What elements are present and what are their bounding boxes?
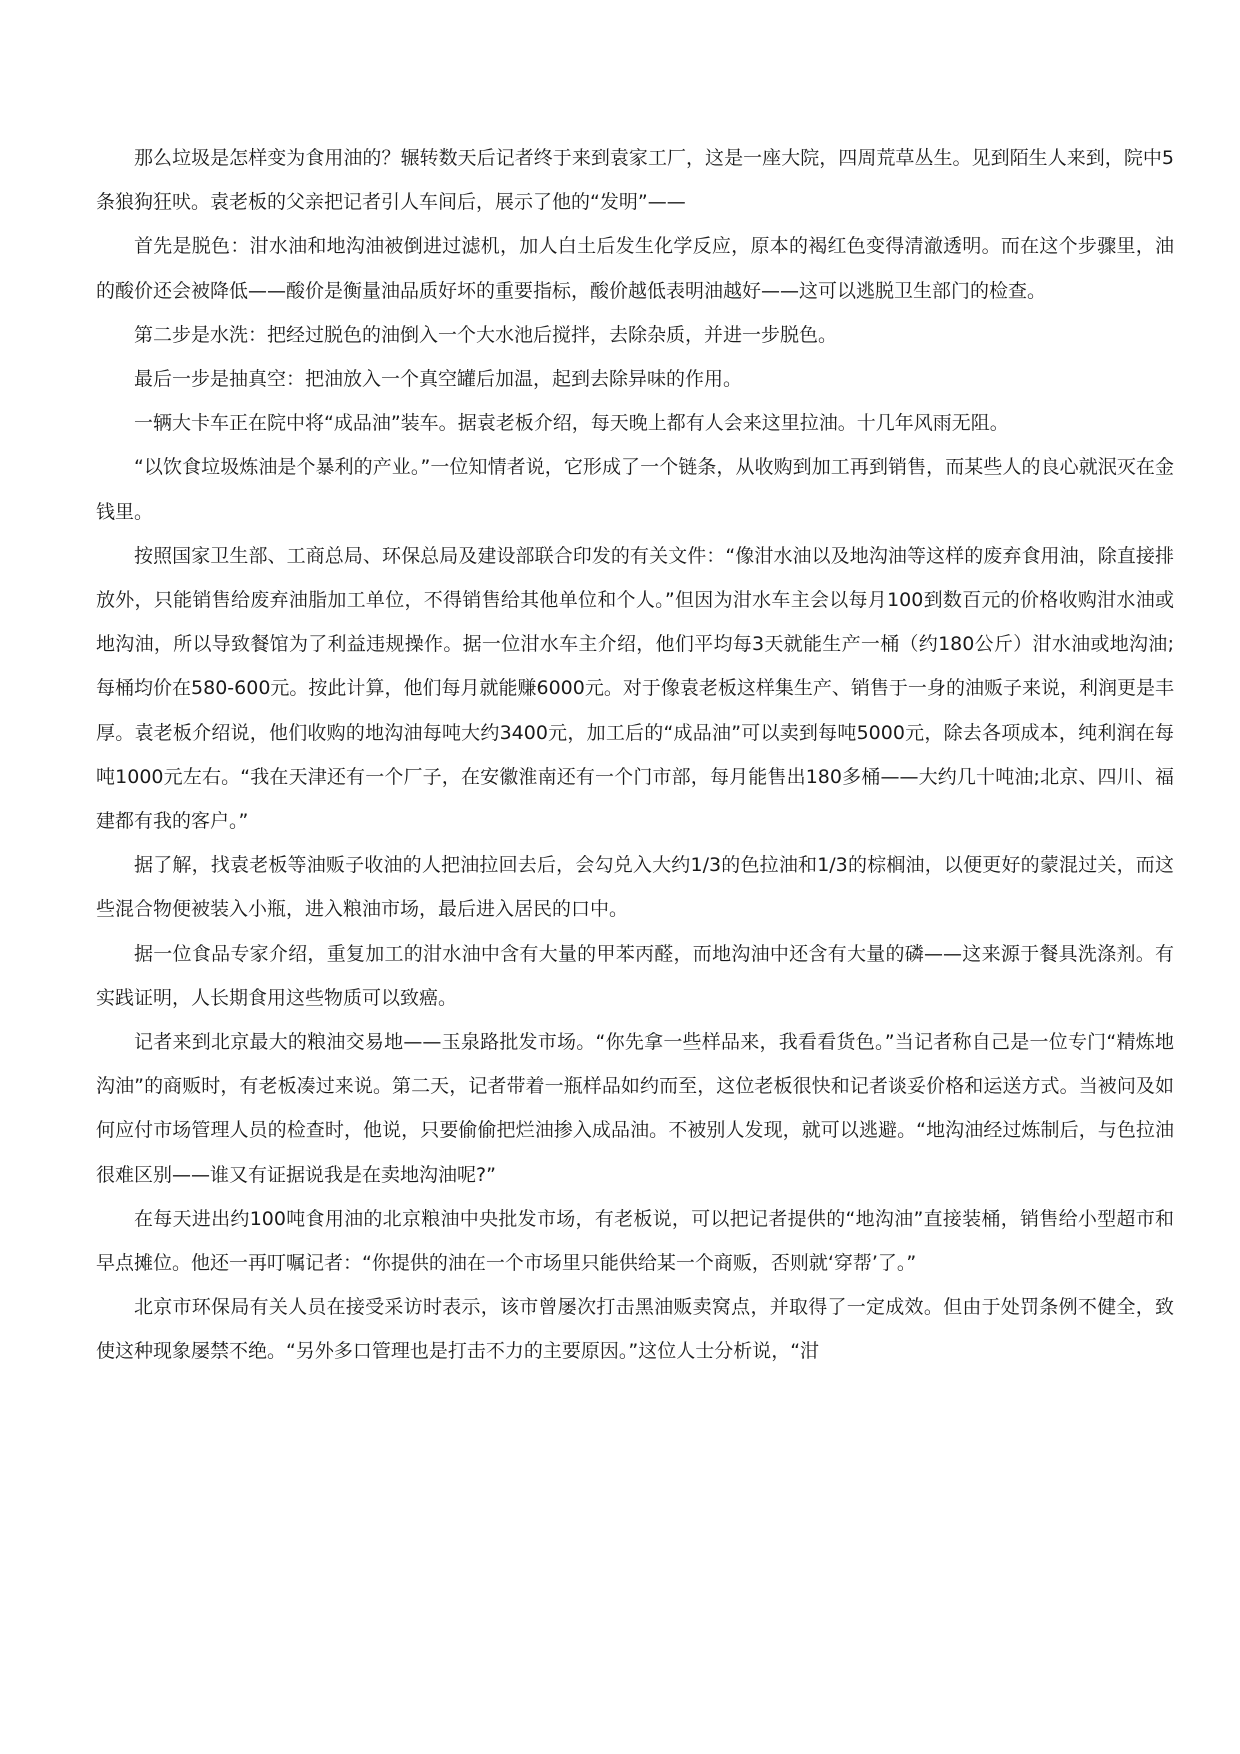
paragraph-2: 首先是脱色：泔水油和地沟油被倒进过滤机，加人白土后发生化学反应，原本的褐红色变得清澈透明。而在这个步骤里，油的酸价还会被降低——酸价是衡量油品质好坏的重要指标，酸价越低表明油越好——这可以逃脱卫生部门的检查。	[96, 235, 1174, 302]
paragraph-11: 在每天进出约100吨食用油的北京粮油中央批发市场，有老板说，可以把记者提供的“地沟油”直接装桶，销售给小型超市和早点摊位。他还一再叮嘱记者：“你提供的油在一个市场里只能供给某一个商贩，否则就‘穿帮’了。”	[96, 1207, 1174, 1275]
paragraph-9: 据一位食品专家介绍，重复加工的泔水油中含有大量的甲苯丙醛，而地沟油中还含有大量的磷——这来源于餐具洗涤剂。有实践证明，人长期食用这些物质可以致癌。	[96, 942, 1174, 1009]
paragraph-3: 第二步是水洗：把经过脱色的油倒入一个大水池后搅拌，去除杂质，并进一步脱色。	[134, 323, 838, 346]
paragraph-1: 那么垃圾是怎样变为食用油的？辗转数天后记者终于来到袁家工厂，这是一座大院，四周荒草丛生。见到陌生人来到，院中5条狼狗狂吠。袁老板的父亲把记者引人车间后，展示了他的“发明”——	[96, 147, 1174, 214]
paragraph-12: 北京市环保局有关人员在接受采访时表示，该市曾屡次打击黑油贩卖窝点，并取得了一定成效。但由于处罚条例不健全，致使这种现象屡禁不绝。“另外多口管理也是打击不力的主要原因。”这位人士分析说，“泔	[96, 1296, 1174, 1363]
paragraph-5: 一辆大卡车正在院中将“成品油”装车。据袁老板介绍，每天晚上都有人会来这里拉油。十几年风雨无阻。	[134, 412, 1009, 435]
paragraph-7: 按照国家卫生部、工商总局、环保总局及建设部联合印发的有关文件：“像泔水油以及地沟油等这样的废弃食用油，除直接排放外，只能销售给废弃油脂加工单位，不得销售给其他单位和个人。”但因为泔水车主会以每月100到数百元的价格收购泔水油或地沟油，所以导致餐馆为了利益违规操作。据一位泔水车主介绍，他们平均每3天就能生产一桶（约180公斤）泔水油或地沟油;每桶均价在580-600元。按此计算，他们每月就能赚6000元。对于像袁老板这样集生产、销售于一身的油贩子来说，利润更是丰厚。袁老板介绍说，他们收购的地沟油每吨大约3400元，加工后的“成品油”可以卖到每吨5000元，除去各项成本，纯利润在每吨1000元左右。“我在天津还有一个厂子，在安徽淮南还有一个门市部，每月能售出180多桶——大约几十吨油;北京、四川、福建都有我的客户。”	[96, 544, 1174, 833]
paragraph-10: 记者来到北京最大的粮油交易地——玉泉路批发市场。“你先拿一些样品来，我看看货色。”当记者称自己是一位专门“精炼地沟油”的商贩时，有老板凑过来说。第二天，记者带着一瓶样品如约而至，这位老板很快和记者谈妥价格和运送方式。当被问及如何应付市场管理人员的检查时，他说，只要偷偷把烂油掺入成品油。不被别人发现，就可以逃避。“地沟油经过炼制后，与色拉油很难区别——谁又有证据说我是在卖地沟油呢?”	[96, 1031, 1174, 1186]
paragraph-8: 据了解，找袁老板等油贩子收油的人把油拉回去后，会勾兑入大约1/3的色拉油和1/3的棕榈油，以便更好的蒙混过关，而这些混合物便被装入小瓶，进入粮油市场，最后进入居民的口中。	[96, 854, 1174, 921]
paragraph-4: 最后一步是抽真空：把油放入一个真空罐后加温，起到去除异味的作用。	[134, 368, 743, 391]
paragraph-6: “以饮食垃圾炼油是个暴利的产业。”一位知情者说，它形成了一个链条，从收购到加工再到销售，而某些人的良心就泯灭在金钱里。	[96, 456, 1174, 523]
